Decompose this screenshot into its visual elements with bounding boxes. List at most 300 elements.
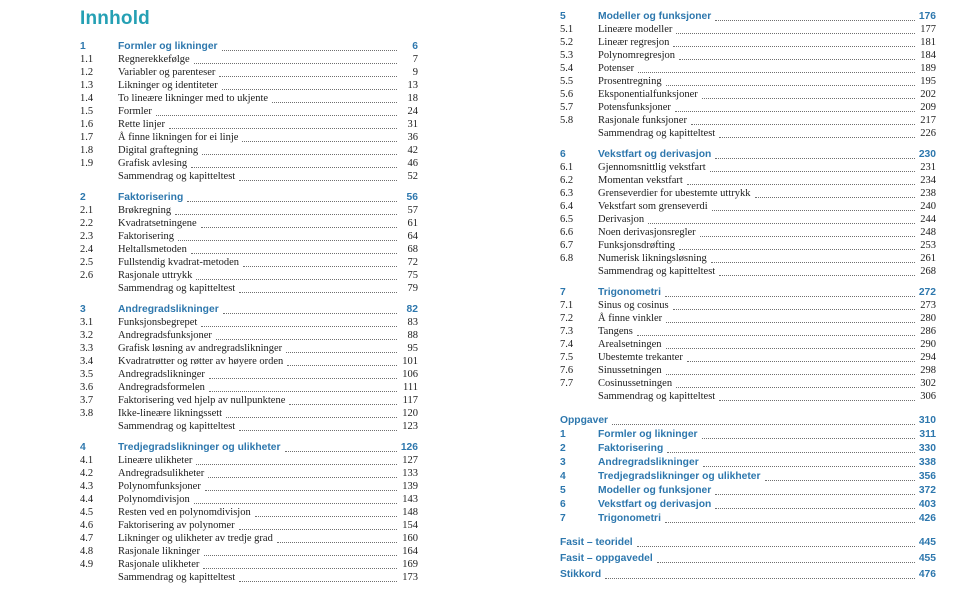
page-number: 244 bbox=[920, 214, 936, 225]
entry-number: 2 bbox=[560, 443, 566, 454]
entry-number: 1.7 bbox=[80, 132, 94, 143]
dotted-leader bbox=[637, 335, 915, 336]
entry-label: Formler bbox=[118, 106, 152, 117]
page-number: 127 bbox=[402, 455, 418, 466]
toc-entry bbox=[80, 118, 418, 131]
entry-number: 5.6 bbox=[560, 89, 574, 100]
dotted-leader bbox=[675, 111, 915, 112]
toc-entry bbox=[80, 217, 418, 230]
page-number: 123 bbox=[402, 421, 418, 432]
entry-label: Heltallsmetoden bbox=[118, 244, 187, 255]
oppgaver-entry bbox=[560, 469, 936, 483]
toc-entry bbox=[560, 161, 936, 174]
entry-number: 3.5 bbox=[80, 369, 94, 380]
page-number: 253 bbox=[920, 240, 936, 251]
dotted-leader bbox=[226, 417, 397, 418]
toc-chapter bbox=[80, 40, 418, 183]
toc-entry bbox=[80, 256, 418, 269]
entry-label: Noen derivasjonsregler bbox=[598, 227, 696, 238]
entry-label: Andregradslikninger bbox=[118, 369, 205, 380]
toc-entry bbox=[80, 480, 418, 493]
dotted-leader bbox=[712, 210, 915, 211]
entry-label: Modeller og funksjoner bbox=[598, 485, 712, 496]
entry-label: Oppgaver bbox=[560, 415, 609, 426]
page-number: 268 bbox=[920, 266, 936, 277]
page-number: 248 bbox=[920, 227, 936, 238]
backmatter-entry bbox=[560, 567, 936, 581]
toc-entry bbox=[80, 381, 418, 394]
toc-entry bbox=[80, 545, 418, 558]
entry-number: 3 bbox=[80, 304, 86, 315]
entry-number: 1.8 bbox=[80, 145, 94, 156]
dotted-leader bbox=[687, 361, 915, 362]
backmatter-entry bbox=[560, 535, 936, 549]
page-number: 181 bbox=[920, 37, 936, 48]
toc-column-right bbox=[560, 10, 936, 581]
entry-label: Tredjegradslikninger og ulikheter bbox=[598, 471, 761, 482]
chapter-heading bbox=[80, 40, 418, 53]
toc-entry bbox=[80, 519, 418, 532]
entry-label: Tangens bbox=[598, 326, 633, 337]
dotted-leader bbox=[605, 578, 915, 579]
dotted-leader bbox=[657, 562, 915, 563]
toc-entry bbox=[560, 351, 936, 364]
toc-entry bbox=[80, 467, 418, 480]
dotted-leader bbox=[222, 89, 397, 90]
page-number: 64 bbox=[407, 231, 418, 242]
dotted-leader bbox=[665, 296, 915, 297]
entry-number: 6.4 bbox=[560, 201, 574, 212]
page-number: 195 bbox=[920, 76, 936, 87]
page-number: 36 bbox=[407, 132, 418, 143]
entry-number: 4.8 bbox=[80, 546, 94, 557]
page-number: 106 bbox=[402, 369, 418, 380]
page-number: 139 bbox=[402, 481, 418, 492]
entry-label: Faktorisering bbox=[118, 192, 184, 203]
dotted-leader bbox=[638, 72, 915, 73]
dotted-leader bbox=[243, 266, 397, 267]
page-number: 176 bbox=[918, 11, 936, 22]
chapter-heading bbox=[560, 10, 936, 23]
toc-entry bbox=[80, 394, 418, 407]
page-number: 101 bbox=[402, 356, 418, 367]
dotted-leader bbox=[648, 223, 915, 224]
entry-label: Regnerekkefølge bbox=[118, 54, 190, 65]
page-number: 238 bbox=[920, 188, 936, 199]
entry-label: Faktorisering bbox=[118, 231, 174, 242]
oppgaver-group bbox=[560, 414, 936, 525]
entry-label: Rasjonale uttrykk bbox=[118, 270, 193, 281]
toc-entry bbox=[80, 230, 418, 243]
oppgaver-entry bbox=[560, 483, 936, 497]
page-number: 177 bbox=[920, 24, 936, 35]
toc-chapter bbox=[560, 148, 936, 278]
entry-number: 1.6 bbox=[80, 119, 94, 130]
entry-number: 5.5 bbox=[560, 76, 574, 87]
entry-label: Modeller og funksjoner bbox=[598, 11, 712, 22]
entry-label: Momentan vekstfart bbox=[598, 175, 683, 186]
entry-label: Lineær regresjon bbox=[598, 37, 670, 48]
entry-number: 7.4 bbox=[560, 339, 574, 350]
page-number: 280 bbox=[920, 313, 936, 324]
toc-entry bbox=[80, 92, 418, 105]
entry-number: 6.8 bbox=[560, 253, 574, 264]
oppgaver-entry bbox=[560, 441, 936, 455]
toc-entry bbox=[560, 252, 936, 265]
page-number: 290 bbox=[920, 339, 936, 350]
toc-chapter bbox=[80, 441, 418, 584]
toc-entry bbox=[80, 355, 418, 368]
dotted-leader bbox=[239, 529, 397, 530]
entry-number: 4.2 bbox=[80, 468, 94, 479]
toc-entry bbox=[560, 390, 936, 403]
entry-label: Vekstfart som grenseverdi bbox=[598, 201, 708, 212]
chapter-heading bbox=[80, 191, 418, 204]
entry-number: 5.7 bbox=[560, 102, 574, 113]
toc-entry bbox=[560, 338, 936, 351]
entry-label: Faktorisering av polynomer bbox=[118, 520, 235, 531]
toc-entry bbox=[80, 454, 418, 467]
entry-label: Vekstfart og derivasjon bbox=[598, 499, 712, 510]
page-number: 476 bbox=[918, 569, 936, 580]
entry-number: 7.3 bbox=[560, 326, 574, 337]
entry-label: Likninger og identiteter bbox=[118, 80, 218, 91]
dotted-leader bbox=[676, 387, 915, 388]
entry-label: Rasjonale ulikheter bbox=[118, 559, 200, 570]
dotted-leader bbox=[676, 33, 915, 34]
entry-number: 4.7 bbox=[80, 533, 94, 544]
toc-entry bbox=[80, 243, 418, 256]
entry-label: To lineære likninger med to ukjente bbox=[118, 93, 269, 104]
entry-label: Arealsetningen bbox=[598, 339, 662, 350]
toc-entry bbox=[560, 200, 936, 213]
entry-number: 5 bbox=[560, 11, 566, 22]
toc-entry bbox=[560, 101, 936, 114]
dotted-leader bbox=[765, 480, 915, 481]
toc-entry bbox=[80, 170, 418, 183]
entry-number: 7.1 bbox=[560, 300, 574, 311]
entry-label: Sammendrag og kapitteltest bbox=[598, 391, 716, 402]
entry-number: 6 bbox=[560, 499, 566, 510]
entry-number: 7.7 bbox=[560, 378, 574, 389]
page-number: 164 bbox=[402, 546, 418, 557]
dotted-leader bbox=[208, 477, 397, 478]
dotted-leader bbox=[715, 158, 915, 159]
dotted-leader bbox=[719, 400, 915, 401]
entry-label: Faktorisering ved hjelp av nullpunktene bbox=[118, 395, 286, 406]
page-number: 184 bbox=[920, 50, 936, 61]
dotted-leader bbox=[673, 309, 915, 310]
page-number: 372 bbox=[918, 485, 936, 496]
entry-label: Andregradsfunksjoner bbox=[118, 330, 212, 341]
entry-number: 2 bbox=[80, 192, 86, 203]
dotted-leader bbox=[666, 85, 915, 86]
toc-entry bbox=[560, 174, 936, 187]
toc-entry bbox=[560, 265, 936, 278]
entry-number: 1.2 bbox=[80, 67, 94, 78]
oppgaver-entry bbox=[560, 455, 936, 469]
page-number: 7 bbox=[412, 54, 418, 65]
page-number: 143 bbox=[402, 494, 418, 505]
entry-number: 2.4 bbox=[80, 244, 94, 255]
dotted-leader bbox=[239, 292, 397, 293]
toc-entry bbox=[80, 493, 418, 506]
entry-label: Andregradslikninger bbox=[598, 457, 699, 468]
entry-number: 4.6 bbox=[80, 520, 94, 531]
toc-entry bbox=[560, 49, 936, 62]
toc-entry bbox=[80, 79, 418, 92]
page-number: 88 bbox=[407, 330, 418, 341]
entry-label: Kvadratsetningene bbox=[118, 218, 197, 229]
entry-label: Lineære modeller bbox=[598, 24, 673, 35]
dotted-leader bbox=[673, 46, 915, 47]
entry-number: 6.1 bbox=[560, 162, 574, 173]
dotted-leader bbox=[719, 137, 915, 138]
toc-entry bbox=[80, 532, 418, 545]
page-number: 273 bbox=[920, 300, 936, 311]
toc-entry bbox=[80, 53, 418, 66]
dotted-leader bbox=[272, 102, 397, 103]
backmatter bbox=[560, 567, 936, 581]
entry-label: Sammendrag og kapitteltest bbox=[118, 572, 236, 583]
dotted-leader bbox=[201, 227, 397, 228]
entry-number: 5.1 bbox=[560, 24, 574, 35]
page-number: 306 bbox=[920, 391, 936, 402]
dotted-leader bbox=[223, 313, 397, 314]
backmatter-entry bbox=[560, 551, 936, 565]
oppgaver-entry bbox=[560, 497, 936, 511]
entry-number: 3.6 bbox=[80, 382, 94, 393]
dotted-leader bbox=[205, 490, 397, 491]
entry-number: 5.2 bbox=[560, 37, 574, 48]
dotted-leader bbox=[700, 236, 915, 237]
entry-label: Andregradsformelen bbox=[118, 382, 205, 393]
dotted-leader bbox=[703, 466, 915, 467]
chapter-heading bbox=[80, 441, 418, 454]
dotted-leader bbox=[691, 124, 915, 125]
toc-entry bbox=[80, 282, 418, 295]
entry-label: Polynomregresjon bbox=[598, 50, 675, 61]
entry-label: Funksjonsbegrepet bbox=[118, 317, 198, 328]
dotted-leader bbox=[612, 424, 915, 425]
entry-number: 1.3 bbox=[80, 80, 94, 91]
dotted-leader bbox=[666, 322, 915, 323]
entry-label: Trigonometri bbox=[598, 287, 661, 298]
toc-entry bbox=[560, 127, 936, 140]
entry-number: 1.5 bbox=[80, 106, 94, 117]
dotted-leader bbox=[196, 464, 397, 465]
toc-entry bbox=[80, 506, 418, 519]
page-number: 302 bbox=[920, 378, 936, 389]
page-number: 160 bbox=[402, 533, 418, 544]
toc-entry bbox=[80, 204, 418, 217]
dotted-leader bbox=[219, 76, 397, 77]
page-number: 9 bbox=[412, 67, 418, 78]
toc-entry bbox=[560, 62, 936, 75]
dotted-leader bbox=[679, 249, 915, 250]
oppgaver-heading bbox=[560, 414, 936, 427]
dotted-leader bbox=[666, 374, 915, 375]
backmatter bbox=[560, 535, 936, 549]
entry-label: Ubestemte trekanter bbox=[598, 352, 683, 363]
entry-number: 3.8 bbox=[80, 408, 94, 419]
toc-chapter bbox=[560, 286, 936, 403]
page-number: 173 bbox=[402, 572, 418, 583]
dotted-leader bbox=[209, 378, 397, 379]
entry-number: 4 bbox=[80, 442, 86, 453]
entry-number: 6.3 bbox=[560, 188, 574, 199]
page-number: 57 bbox=[407, 205, 418, 216]
toc-entry bbox=[560, 114, 936, 127]
entry-number: 1.4 bbox=[80, 93, 94, 104]
toc-entry bbox=[80, 571, 418, 584]
dotted-leader bbox=[178, 240, 397, 241]
oppgaver-entry bbox=[560, 427, 936, 441]
entry-label: Sinus og cosinus bbox=[598, 300, 669, 311]
entry-label: Trigonometri bbox=[598, 513, 661, 524]
page-number: 338 bbox=[918, 457, 936, 468]
page-number: 455 bbox=[918, 553, 936, 564]
page-number: 68 bbox=[407, 244, 418, 255]
dotted-leader bbox=[719, 275, 915, 276]
dotted-leader bbox=[715, 20, 915, 21]
entry-number: 3.1 bbox=[80, 317, 94, 328]
dotted-leader bbox=[679, 59, 915, 60]
toc-entry bbox=[80, 420, 418, 433]
page-number: 42 bbox=[407, 145, 418, 156]
page-number: 154 bbox=[402, 520, 418, 531]
toc-entry bbox=[560, 299, 936, 312]
dotted-leader bbox=[175, 214, 397, 215]
dotted-leader bbox=[203, 568, 397, 569]
entry-number: 1.9 bbox=[80, 158, 94, 169]
toc-entry bbox=[560, 312, 936, 325]
page-number: 356 bbox=[918, 471, 936, 482]
page-number: 311 bbox=[919, 429, 936, 440]
page-number: 310 bbox=[918, 415, 936, 426]
entry-label: Formler og likninger bbox=[118, 41, 218, 52]
page-number: 330 bbox=[918, 443, 936, 454]
entry-label: Rette linjer bbox=[118, 119, 165, 130]
page-number: 426 bbox=[918, 513, 936, 524]
entry-number: 2.1 bbox=[80, 205, 94, 216]
toc-entry bbox=[80, 329, 418, 342]
entry-label: Cosinussetningen bbox=[598, 378, 673, 389]
toc-entry bbox=[560, 213, 936, 226]
dotted-leader bbox=[702, 438, 915, 439]
page-number: 209 bbox=[920, 102, 936, 113]
page-number: 13 bbox=[407, 80, 418, 91]
page-number: 240 bbox=[920, 201, 936, 212]
dotted-leader bbox=[202, 154, 397, 155]
entry-number: 4 bbox=[560, 471, 566, 482]
entry-number: 4.5 bbox=[80, 507, 94, 518]
dotted-leader bbox=[715, 494, 915, 495]
entry-number: 6 bbox=[560, 149, 566, 160]
entry-number: 7.2 bbox=[560, 313, 574, 324]
dotted-leader bbox=[287, 365, 397, 366]
entry-label: Fasit – oppgavedel bbox=[560, 553, 653, 564]
toc-entry bbox=[80, 131, 418, 144]
oppgaver-entry bbox=[560, 511, 936, 525]
page-number: 231 bbox=[920, 162, 936, 173]
dotted-leader bbox=[196, 279, 397, 280]
entry-number: 6.7 bbox=[560, 240, 574, 251]
dotted-leader bbox=[710, 171, 915, 172]
entry-number: 5.8 bbox=[560, 115, 574, 126]
entry-number: 3 bbox=[560, 457, 566, 468]
entry-number: 6.5 bbox=[560, 214, 574, 225]
dotted-leader bbox=[156, 115, 397, 116]
dotted-leader bbox=[755, 197, 916, 198]
page-number: 230 bbox=[918, 149, 936, 160]
entry-label: Vekstfart og derivasjon bbox=[598, 149, 712, 160]
page-number: 272 bbox=[918, 287, 936, 298]
entry-number: 7.6 bbox=[560, 365, 574, 376]
entry-label: Fasit – teoridel bbox=[560, 537, 633, 548]
dotted-leader bbox=[285, 451, 397, 452]
toc-entry bbox=[560, 23, 936, 36]
entry-number: 2.3 bbox=[80, 231, 94, 242]
entry-label: Brøkregning bbox=[118, 205, 172, 216]
dotted-leader bbox=[209, 391, 397, 392]
entry-label: Faktorisering bbox=[598, 443, 664, 454]
entry-label: Grafisk avlesing bbox=[118, 158, 188, 169]
dotted-leader bbox=[191, 167, 397, 168]
entry-label: Resten ved en polynomdivisjon bbox=[118, 507, 251, 518]
page-number: 217 bbox=[920, 115, 936, 126]
dotted-leader bbox=[711, 262, 915, 263]
page-number: 133 bbox=[402, 468, 418, 479]
page-number: 445 bbox=[918, 537, 936, 548]
page-number: 6 bbox=[412, 41, 418, 52]
page-number: 95 bbox=[407, 343, 418, 354]
entry-label: Likninger og ulikheter av tredje grad bbox=[118, 533, 273, 544]
page-number: 75 bbox=[407, 270, 418, 281]
page-number: 169 bbox=[402, 559, 418, 570]
entry-number: 7 bbox=[560, 287, 566, 298]
entry-number: 7 bbox=[560, 513, 566, 524]
page-number: 18 bbox=[407, 93, 418, 104]
entry-label: Fullstendig kvadrat-metoden bbox=[118, 257, 240, 268]
dotted-leader bbox=[637, 546, 915, 547]
page-number: 286 bbox=[920, 326, 936, 337]
dotted-leader bbox=[242, 141, 397, 142]
entry-label: Å finne likningen for ei linje bbox=[118, 132, 239, 143]
entry-label: Potenser bbox=[598, 63, 635, 74]
page-number: 117 bbox=[402, 395, 418, 406]
entry-number: 2.2 bbox=[80, 218, 94, 229]
entry-label: Potensfunksjoner bbox=[598, 102, 671, 113]
toc-entry bbox=[560, 364, 936, 377]
entry-label: Sammendrag og kapitteltest bbox=[118, 171, 236, 182]
page-number: 298 bbox=[920, 365, 936, 376]
dotted-leader bbox=[204, 555, 397, 556]
dotted-leader bbox=[665, 522, 915, 523]
entry-number: 6.6 bbox=[560, 227, 574, 238]
toc-entry bbox=[560, 226, 936, 239]
page-number: 202 bbox=[920, 89, 936, 100]
dotted-leader bbox=[289, 404, 397, 405]
dotted-leader bbox=[191, 253, 397, 254]
entry-label: Rasjonale funksjoner bbox=[598, 115, 687, 126]
toc-entry bbox=[80, 269, 418, 282]
entry-label: Eksponentialfunksjoner bbox=[598, 89, 698, 100]
entry-number: 1.1 bbox=[80, 54, 94, 65]
dotted-leader bbox=[194, 63, 397, 64]
dotted-leader bbox=[687, 184, 915, 185]
entry-label: Funksjonsdrøfting bbox=[598, 240, 676, 251]
